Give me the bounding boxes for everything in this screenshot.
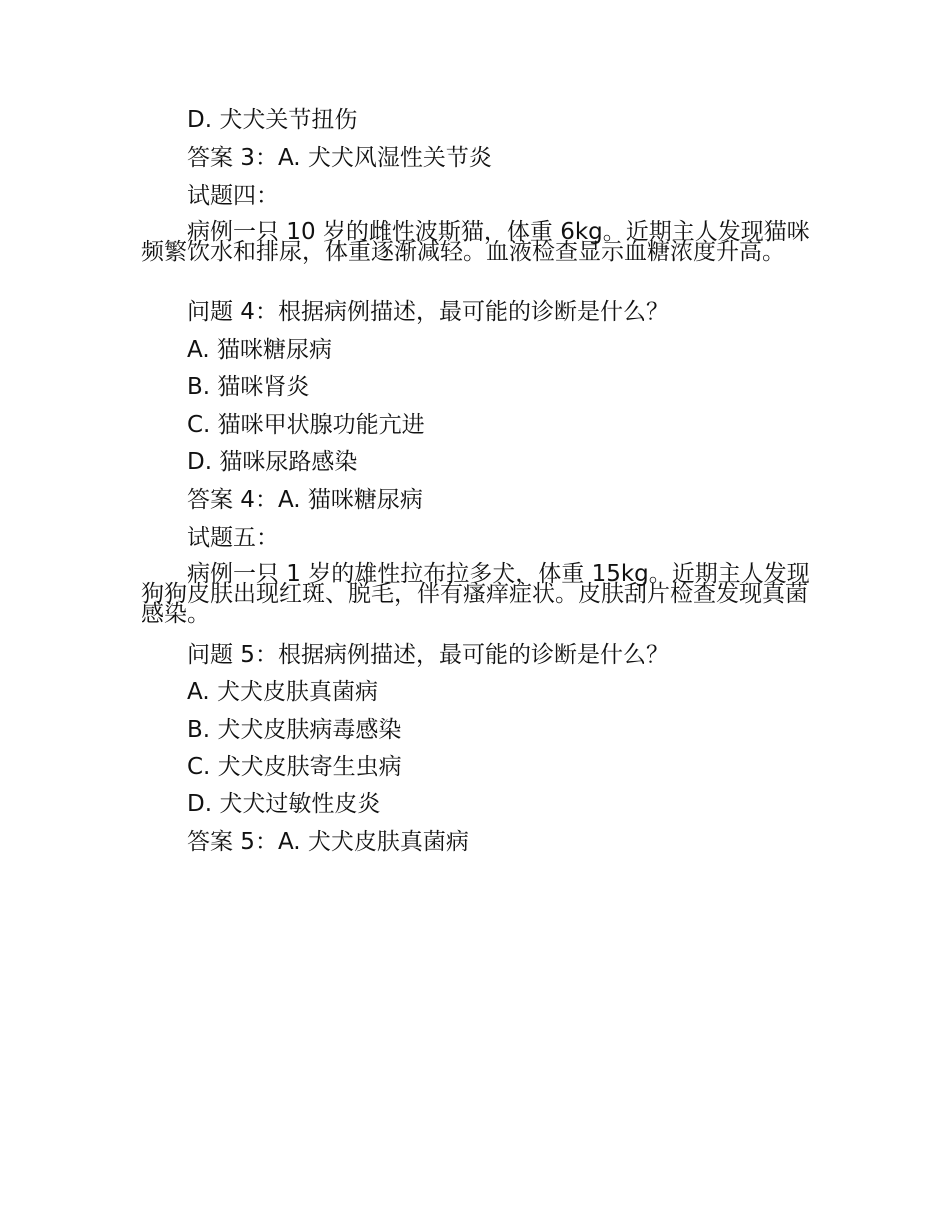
q3-answer: 答案 3：A. 犬犬风湿性关节炎	[187, 145, 492, 171]
q4-question: 问题 4：根据病例描述，最可能的诊断是什么？	[187, 299, 669, 325]
q5-heading: 试题五：	[187, 525, 279, 551]
q3-option-d: D. 犬犬关节扭伤	[187, 107, 358, 133]
q5-option-a: A. 犬犬皮肤真菌病	[187, 679, 378, 705]
q4-case-description: 病例一只 10 岁的雌性波斯猫，体重 6kg。近期主人发现猫咪频繁饮水和排尿，体重逐渐减轻。血液检查显示血糖浓度升高。	[141, 219, 810, 265]
q4-option-d: D. 猫咪尿路感染	[187, 449, 358, 475]
q5-option-b: B. 犬犬皮肤病毒感染	[187, 717, 402, 743]
q5-question: 问题 5：根据病例描述，最可能的诊断是什么？	[187, 642, 669, 668]
q5-option-d: D. 犬犬过敏性皮炎	[187, 791, 381, 817]
q4-answer: 答案 4：A. 猫咪糖尿病	[187, 487, 423, 513]
q5-option-c: C. 犬犬皮肤寄生虫病	[187, 754, 402, 780]
q5-answer: 答案 5：A. 犬犬皮肤真菌病	[187, 829, 469, 855]
q5-case-description: 病例一只 1 岁的雄性拉布拉多犬，体重 15kg。近期主人发现狗狗皮肤出现红斑、脱毛，伴有瘙痒症状。皮肤刮片检查发现真菌感染。	[141, 561, 810, 627]
q4-option-c: C. 猫咪甲状腺功能亢进	[187, 412, 425, 438]
q4-option-a: A. 猫咪糖尿病	[187, 337, 332, 363]
q4-option-b: B. 猫咪肾炎	[187, 374, 310, 400]
q4-heading: 试题四：	[187, 183, 279, 209]
